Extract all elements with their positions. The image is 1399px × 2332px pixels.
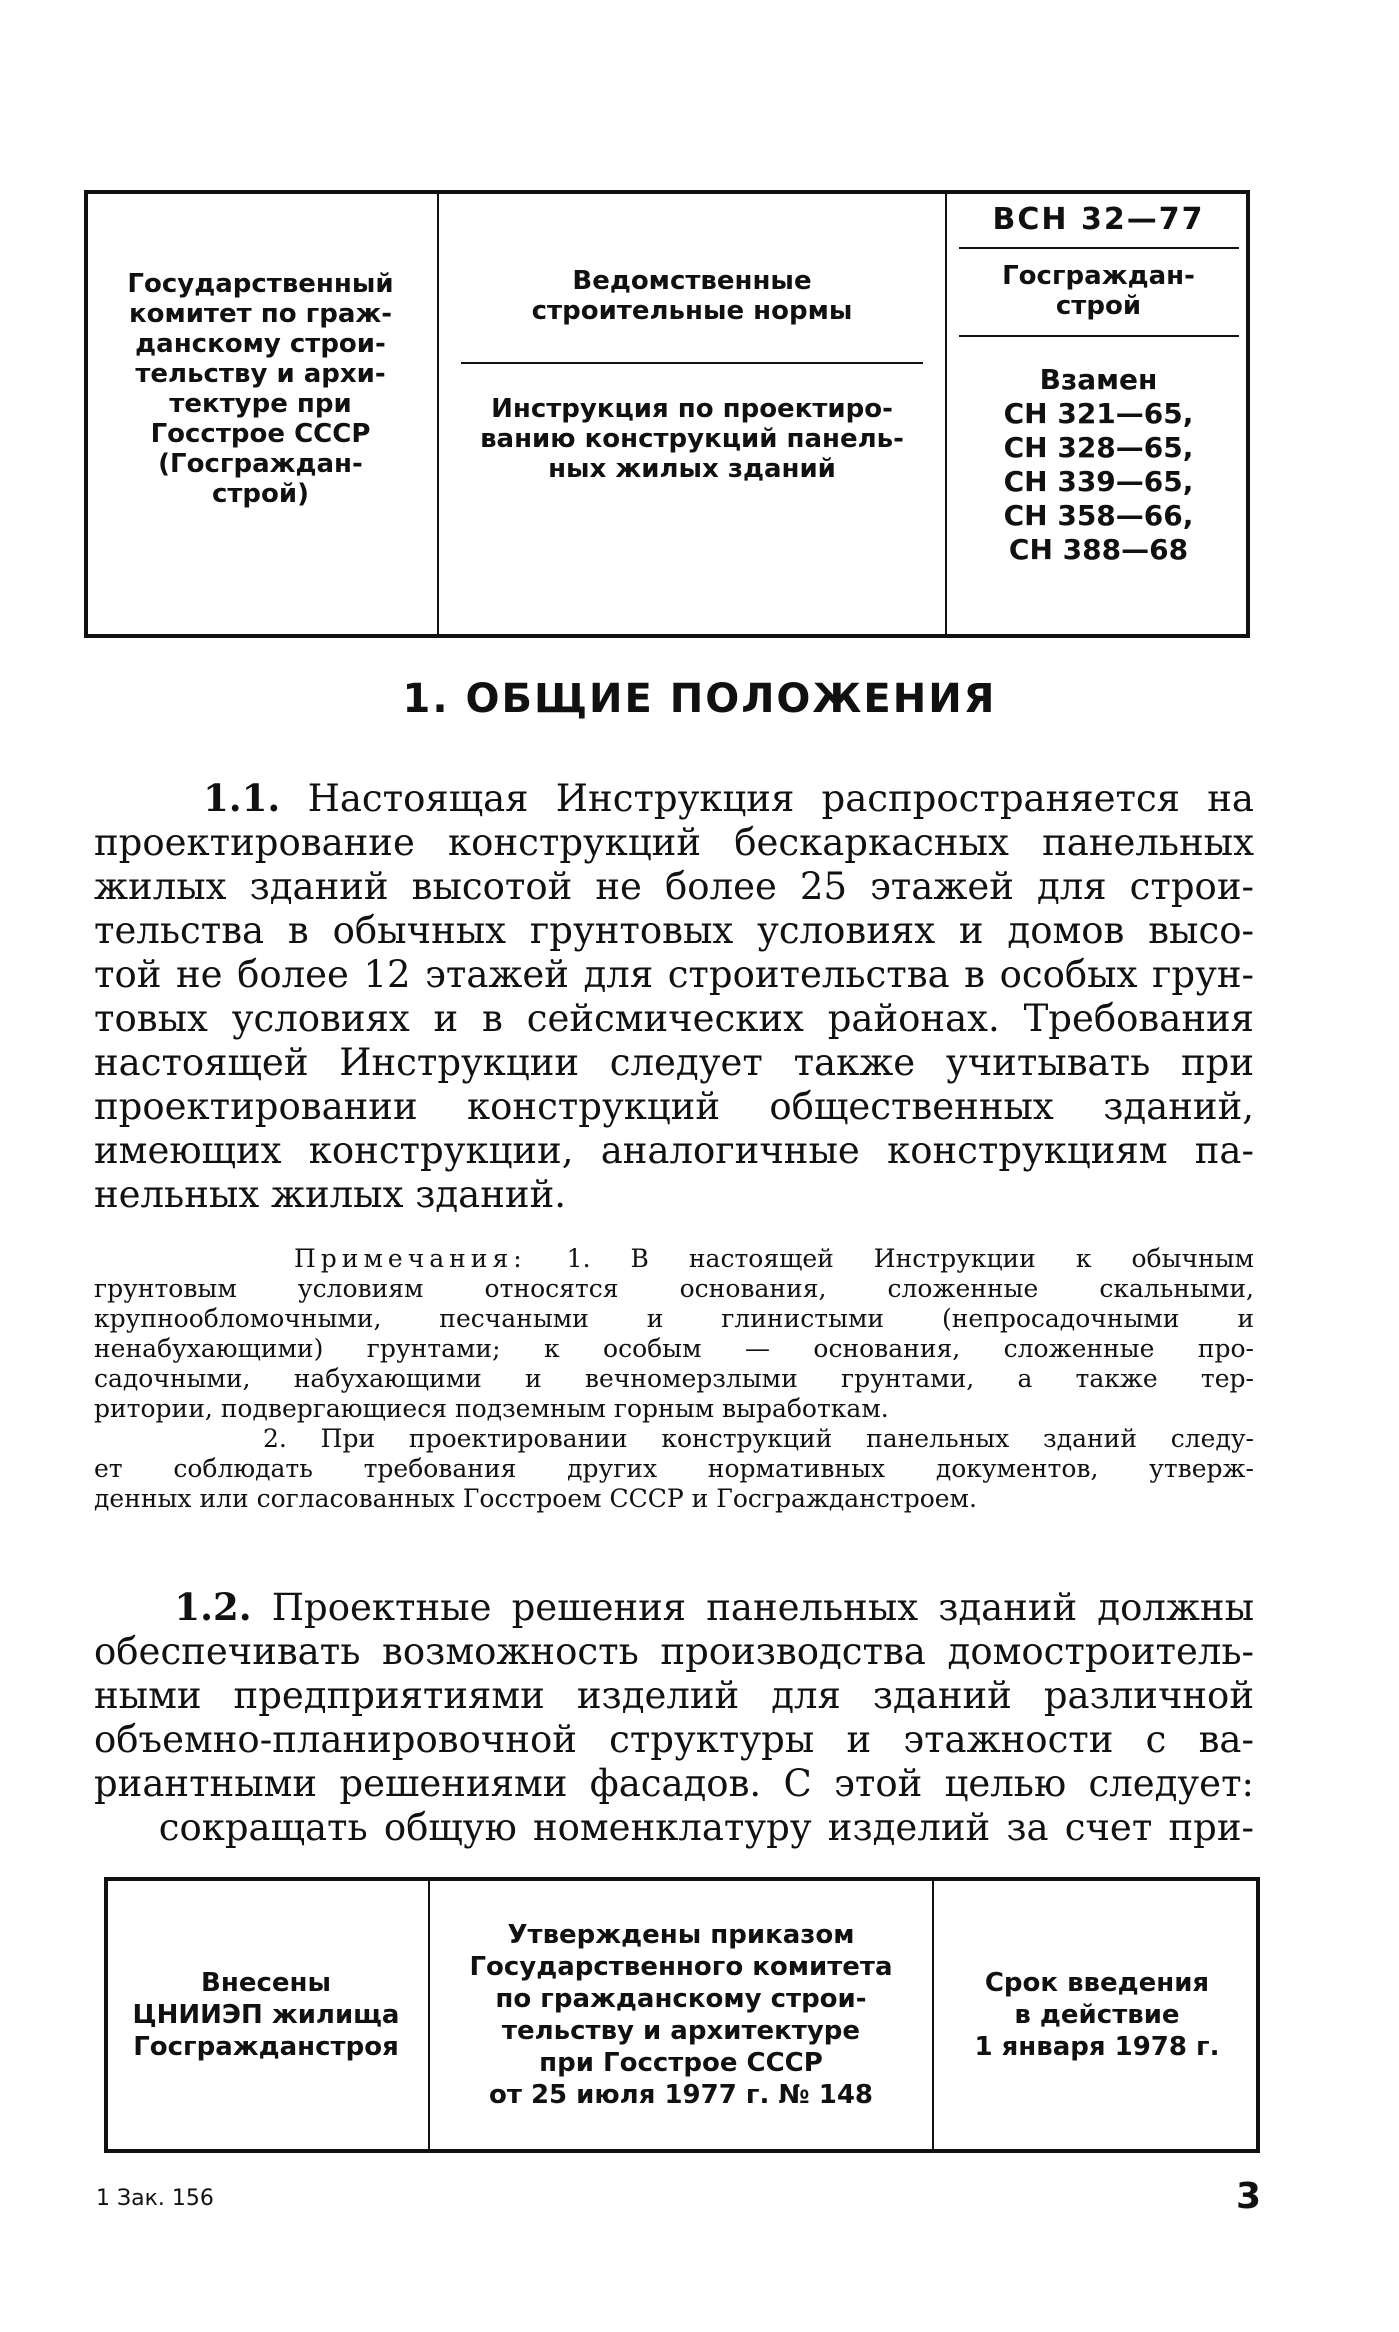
paragraph-number: 1.1.	[203, 776, 281, 820]
note-line: грунтовым условиям относятся основания, сложенные скальными,	[94, 1274, 1254, 1303]
header-organization-cell	[84, 194, 439, 634]
page-number: 3	[1236, 2176, 1262, 2217]
divider	[461, 362, 923, 364]
note-line: крупнообломочными, песчаными и глинистыми (непросадочными и	[94, 1304, 1254, 1333]
introduced-cell	[104, 1881, 430, 2149]
norm-category: Ведомственные строительные нормы	[531, 266, 853, 326]
divider	[959, 247, 1239, 249]
paragraph-line: нельных жилых зданий.	[94, 1173, 566, 1216]
paragraph-1-1	[94, 776, 1254, 1217]
paragraph-line: имеющих конструкции, аналогичные конструкциям па-	[94, 1129, 1254, 1172]
paragraph-line: 1.2. Проектные решения панельных зданий должны	[174, 1585, 1255, 1629]
note-line: ритории, подвергающиеся подземным горным выработкам.	[94, 1394, 889, 1423]
notes-label: Примечания:	[294, 1244, 527, 1273]
document-code: ВСН 32—77	[992, 202, 1205, 237]
notes-block	[94, 1244, 1254, 1514]
paragraph-line: проектирование конструкций бескаркасных панельных	[94, 821, 1254, 864]
divider	[959, 335, 1239, 337]
effective-date: Срок введения в действие 1 января 1978 г.	[974, 1968, 1220, 2062]
print-order-number: 1 Зак. 156	[96, 2186, 214, 2211]
paragraph-line: сокращать общую номенклатуру изделий за счет при-	[158, 1806, 1254, 1849]
agency-name: Госграждан- строй	[1002, 261, 1195, 321]
paragraph-line: товых условиях и в сейсмических районах. Требования	[94, 997, 1254, 1040]
approved-by: Утверждены приказом Государственного комитета по гражданскому строи- тельству и архитектуре при Госстрое СССР от 25 июля 1977 г. № 148	[469, 1920, 893, 2110]
paragraph-line: тельства в обычных грунтовых условиях и домов высо-	[94, 909, 1254, 952]
note-line: 2. При проектировании конструкций панельных зданий следу-	[263, 1424, 1255, 1453]
header-code-cell	[947, 194, 1250, 634]
paragraph-1-2	[94, 1585, 1254, 1850]
paragraph-line: проектировании конструкций общественных зданий,	[94, 1085, 1254, 1128]
approved-cell	[430, 1881, 934, 2149]
section-title: 1. ОБЩИЕ ПОЛОЖЕНИЯ	[402, 676, 997, 722]
paragraph-line: жилых зданий высотой не более 25 этажей для строи-	[94, 865, 1254, 908]
organization-name: Государственный комитет по граж- данскому строи- тельству и архи- тектуре при Госстрое СССР (Госграждан- строй)	[127, 269, 394, 509]
document-title: Инструкция по проектиро- ванию конструкций панель- ных жилых зданий	[480, 394, 904, 484]
header-title-cell	[439, 194, 947, 634]
note-line: денных или согласованных Госстроем СССР и Госгражданстроем.	[94, 1484, 977, 1513]
paragraph-line: риантными решениями фасадов. С этой целью следует:	[94, 1762, 1254, 1805]
paragraph-line: обеспечивать возможность производства домостроитель-	[94, 1630, 1254, 1673]
paragraph-line: 1.1. Настоящая Инструкция распространяется на	[203, 776, 1254, 820]
header-table	[84, 190, 1250, 638]
paragraph-line: ными предприятиями изделий для зданий различной	[94, 1674, 1254, 1717]
note-line: Примечания: 1. В настоящей Инструкции к обычным	[294, 1244, 1255, 1273]
paragraph-line: настоящей Инструкции следует также учитывать при	[94, 1041, 1254, 1084]
paragraph-line: той не более 12 этажей для строительства в особых грун-	[94, 953, 1254, 996]
footer-table	[104, 1877, 1260, 2153]
introduced-by: Внесены ЦНИИЭП жилища Госгражданстроя	[132, 1968, 400, 2062]
effective-date-cell	[934, 1881, 1260, 2149]
replaces-list: Взамен СН 321—65, СН 328—65, СН 339—65, СН 358—66, СН 388—68	[1003, 363, 1194, 566]
paragraph-number: 1.2.	[174, 1585, 252, 1629]
note-line: ненабухающими) грунтами; к особым — основания, сложенные про-	[94, 1334, 1254, 1363]
note-line: садочными, набухающими и вечномерзлыми грунтами, а также тер-	[94, 1364, 1254, 1393]
note-line: ет соблюдать требования других нормативных документов, утверж-	[94, 1454, 1254, 1483]
paragraph-line: объемно-планировочной структуры и этажности с ва-	[94, 1718, 1254, 1761]
